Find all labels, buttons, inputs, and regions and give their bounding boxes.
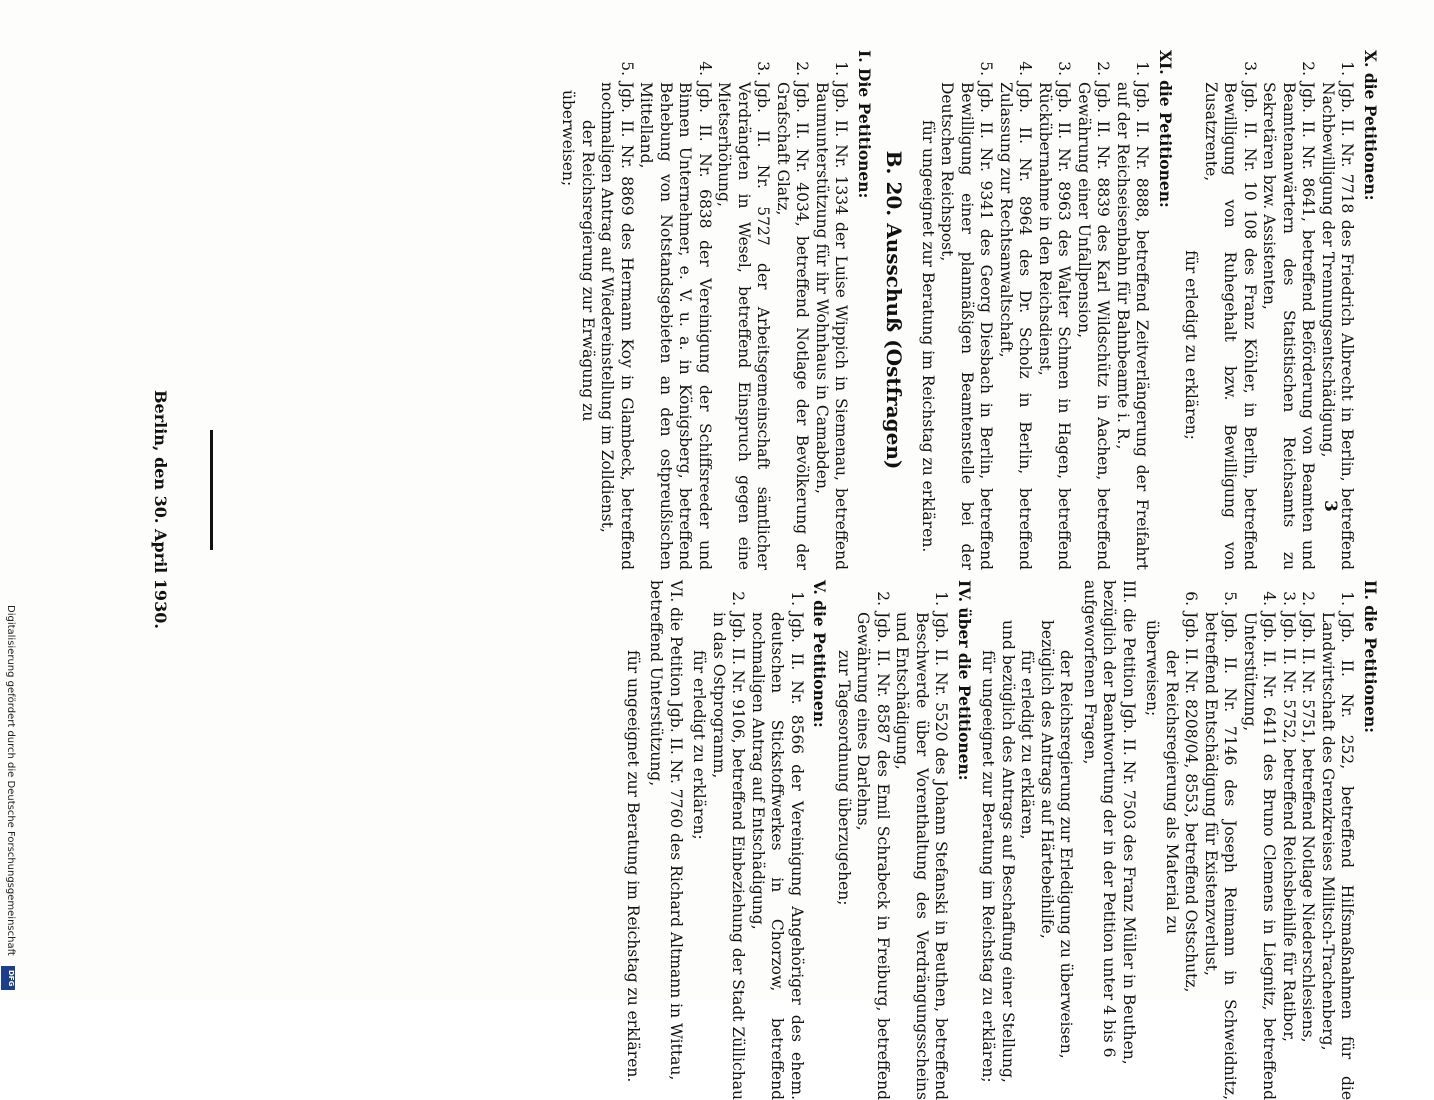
section-i-heading: I. Die Petitionen:: [855, 50, 874, 199]
item-text: Jgb. II. Nr. 8869 des Hermann Koy in Glambeck, betreffend nochmaligen Antrag auf Wiedereinstellung im Zolldienst,: [598, 82, 636, 570]
item-text: Jgb. II. Nr. 8641, betreffend Beförderung von Beamten und Beamtenanwärtern des Statistischen Reichsamts zu Sekretären bzw. Assistenten,: [1260, 82, 1318, 570]
committee-heading: B. 20. Ausschuß (Ostfragen): [882, 150, 907, 470]
section-i-item: [773, 50, 812, 570]
section-xi-item: [1113, 50, 1152, 570]
item-text: Jgb. II. Nr. 5520 des Johann Stefanski in Beuthen, betreffend Beschwerde über Vorenthaltung des Verdrängungsscheins und Entschädigung,: [893, 612, 951, 1100]
section-i-item: [714, 50, 773, 570]
item-number: 3.: [1241, 61, 1259, 76]
item-number: 3.: [754, 61, 773, 76]
item-text: Jgb. II. Nr. 8888, betreffend Zeitverlängerung der Freifahrt auf der Reichseisenbahn für Bahnbeamte i. R.,: [1114, 82, 1152, 570]
date-line: Berlin, den 30. April 1930.: [151, 390, 170, 629]
section-ii-resolution-2: überweisen;: [1143, 620, 1162, 717]
item-text: Jgb. II. Nr. 9106, betreffend Einbeziehung der Stadt Züllichau in das Ostprogramm,: [710, 612, 748, 1100]
section-iv-item: [853, 580, 892, 1100]
section-iii-resolution-5: für ungeeignet zur Beratung im Reichstag zu erklären;: [979, 650, 998, 1083]
section-iii-resolution-2: bezüglich des Antrags auf Härtebeihilfe,: [1038, 620, 1056, 939]
item-number: 6.: [1182, 591, 1201, 606]
item-text: Jgb. II. Nr. 8839 des Karl Wildschütz in Aachen, betreffend Gewährung einer Unfallpension,: [1075, 82, 1113, 570]
section-i-item: [597, 50, 636, 570]
item-number: 2.: [1094, 61, 1113, 76]
section-x-heading: X. die Petitionen:: [1361, 50, 1380, 201]
item-text: Jgb. II. Nr. 4034, betreffend Notlage der Bevölkerung der Grafschaft Glatz,: [774, 82, 812, 570]
section-ii-item: [1201, 580, 1240, 1100]
section-v-item: [709, 580, 748, 1100]
column-right: [623, 580, 1381, 1100]
item-number: 1.: [832, 61, 851, 76]
item-text: Jgb. II. Nr. 7718 des Friedrich Albrecht in Berlin, betreffend Nachbewilligung der Trennungsentschädigung,: [1319, 82, 1357, 570]
item-number: 5.: [977, 61, 996, 76]
section-v-item: [748, 580, 807, 1100]
section-v-list: [709, 580, 807, 1100]
item-number: 1.: [932, 591, 951, 606]
section-ii-item: [1318, 580, 1357, 1100]
item-text: Jgb. II. Nr. 7146 des Joseph Reimann in Schweidnitz, betreffend Entschädigung für Existenzverlust,: [1202, 612, 1240, 1100]
section-x-item: [1201, 50, 1260, 570]
item-number: 4.: [1260, 591, 1279, 606]
section-ii-item: [1279, 580, 1299, 1100]
footer-credit: [4, 605, 18, 995]
item-text: Jgb. II. Nr. 10 108 des Franz Köhler, in Berlin, betreffend Bewilligung von Ruhegehalt bzw. Bewilligung von Zusatzrente,: [1202, 82, 1259, 570]
section-iii: III. die Petition Jgb. II. Nr. 7503 des Franz Müller in Beuthen, bezüglich der Beantwortung der in der Petition unter 4 bis 6 aufgeworfenen Fragen,: [1081, 580, 1138, 1065]
section-iii-resolution-3: für erledigt zu erklären,: [1018, 650, 1037, 840]
section-iv-resolution: zur Tagesordnung überzugehen;: [835, 650, 853, 906]
section-ii-heading: II. die Petitionen:: [1361, 580, 1380, 733]
item-text: Jgb. II. Nr. 8566 der Vereinigung Angehöriger des ehem. deutschen Stickstoffwerkes in Chorzow, betreffend nochmaligen Antrag auf Entschädigung,: [749, 612, 806, 1100]
section-v-heading: V. die Petitionen:: [810, 580, 830, 728]
section-v-resolution: für erledigt zu erklären;: [690, 650, 709, 840]
section-xi-list: [937, 50, 1152, 570]
section-i-list: [597, 50, 851, 570]
section-x-item: [1318, 50, 1357, 570]
section-xi-resolution: für ungeeignet zur Beratung im Reichstag zu erklären.: [919, 120, 937, 553]
item-number: 2.: [874, 591, 892, 606]
section-iv-item: [892, 580, 951, 1100]
section-iii-resolution-1: der Reichsregierung zur Erledigung zu überweisen,: [1057, 650, 1076, 1059]
page-number: 3: [1320, 500, 1340, 512]
item-text: Jgb. II. Nr. 8587 des Emil Schrabeck in Freiburg, betreffend Gewährung eines Darlehns,: [854, 612, 892, 1100]
section-x-item: [1259, 50, 1318, 570]
section-x-resolution: für erledigt zu erklären;: [1182, 250, 1201, 440]
item-number: 4.: [1016, 61, 1035, 76]
section-ii-item: [1181, 580, 1201, 1100]
item-number: 5.: [1221, 591, 1240, 606]
section-i-item: [636, 50, 714, 570]
item-number: 5.: [618, 61, 636, 76]
item-number: 2.: [1299, 591, 1318, 606]
divider-rule: [210, 430, 213, 550]
item-text: Jgb. II. Nr. 5752, betreffend Reichsbeihilfe für Ratibor,: [1280, 612, 1298, 1042]
section-xi-item: [1035, 50, 1074, 570]
item-text: Jgb. II. Nr. 9341 des Georg Diesbach in Berlin, betreffend Bewilligung einer planmäßigen Beamtenstelle bei der Deutschen Reichspost,: [938, 82, 996, 570]
item-number: 1.: [1338, 61, 1357, 76]
rotated-document: [80, 0, 1380, 1100]
item-text: Jgb. II. Nr. 1334 der Luise Wippich in Siemenau, betreffend Baumunterstützung für ihr Wohnhaus in Camabden,: [813, 82, 851, 570]
section-x-list: [1201, 50, 1357, 570]
item-text: Jgb. II. Nr. 5727 der Arbeitsgemeinschaft sämtlicher Verdrängten in Wesel, betreffend Einspruch gegen eine Mietserhöhung,: [715, 82, 773, 570]
section-ii-list: [1181, 580, 1357, 1100]
section-i-resolution-2: überweisen;: [559, 90, 578, 187]
item-text: Jgb. II. Nr. 8964 des Dr. Scholz in Berlin, betreffend Zulassung zur Rechtsanwaltschaft,: [997, 82, 1035, 570]
section-i-item: [812, 50, 851, 570]
item-number: 2.: [729, 591, 748, 606]
section-xi-item: [996, 50, 1035, 570]
item-text: Jgb. II. Nr. 8963 des Walter Schmen in Hagen, betreffend Rückübernahme in den Reichsdienst,: [1036, 82, 1074, 570]
section-ii-item: [1240, 580, 1279, 1100]
dfg-logo: DFG: [1, 966, 15, 990]
item-text: Jgb. II. Nr. 5751, betreffend Notlage Niederschlesiens,: [1299, 612, 1318, 1043]
item-text: Jgb. II. Nr. 8208/04, 8553, betreffend Ostschutz,: [1182, 612, 1201, 993]
item-text: Jgb. II. Nr. 6411 des Bruno Clemens in Liegnitz, betreffend Unterstützung,: [1241, 612, 1279, 1100]
item-number: 1.: [1338, 591, 1357, 606]
item-text: Jgb. II. Nr. 6838 der Vereinigung der Schiffsreeder und Binnen Unternehmer, e. V. u. a. in Königsberg, betreffend Behebung von Notstandsgebieten an den ostpreußischen Mittelland,: [637, 82, 714, 570]
section-xi-item: [1074, 50, 1113, 570]
section-xi-heading: XI. die Petitionen:: [1156, 50, 1175, 208]
section-iv-list: [853, 580, 951, 1100]
item-number: 1.: [1133, 61, 1152, 76]
item-number: 2.: [1299, 61, 1318, 76]
item-number: 3.: [1280, 591, 1298, 606]
section-ii-item: [1298, 580, 1318, 1100]
item-number: 1.: [788, 591, 806, 606]
section-xi-item: [937, 50, 996, 570]
section-i-resolution-1: der Reichsregierung zur Erwägung zu: [579, 120, 597, 422]
section-vi: VI. die Petition Jgb. II. Nr. 7760 des Richard Altmann in Wittau, betreffend Unterstützung,: [647, 580, 685, 1081]
column-left: [558, 50, 1380, 570]
footer-text: Digitalisierung gefördert durch die Deutsche Forschungsgemeinschaft: [5, 605, 16, 956]
item-number: 3.: [1055, 61, 1074, 76]
section-iii-resolution-4: und bezüglich des Antrags auf Beschaffung einer Stellung,: [999, 620, 1017, 1083]
item-number: 4.: [696, 61, 714, 76]
section-vi-resolution: für ungeeignet zur Beratung im Reichstag zu erklären.: [624, 650, 642, 1083]
section-ii-resolution-1: der Reichsregierung als Material zu: [1163, 650, 1181, 934]
item-text: Jgb. II. Nr. 252, betreffend Hilfsmaßnahmen für die Landwirtschaft des Grenzkreises Militsch-Trachenberg,: [1319, 612, 1357, 1100]
item-number: 2.: [793, 61, 812, 76]
section-iv-heading: IV. über die Petitionen:: [955, 580, 974, 781]
